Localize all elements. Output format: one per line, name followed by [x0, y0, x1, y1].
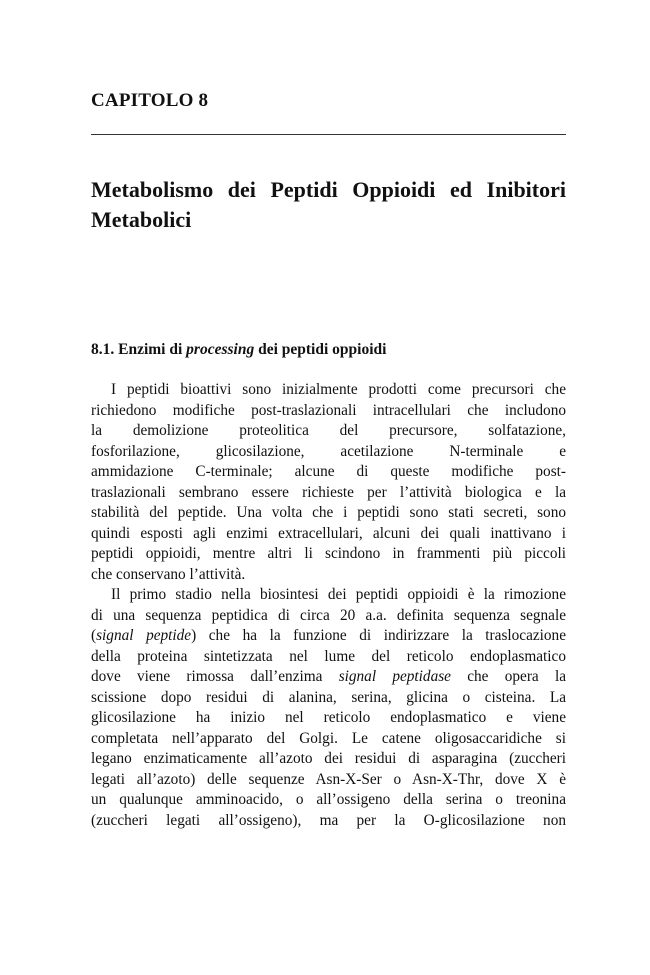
text-line: completata nell’apparato del Golgi. Le catene oligosaccaridiche si [91, 729, 566, 747]
text-line: scissione dopo residui di alanina, serina, glicina o cisteina. La [91, 688, 566, 706]
text-line: (zuccheri legati all’ossigeno), ma per la O-glicosilazione non [91, 811, 566, 829]
text-line: ammidazione C-terminale; alcune di queste modifiche post- [91, 463, 566, 480]
text-line: la demolizione proteolitica del precursore, solfatazione, [91, 422, 566, 439]
text-line: Il primo stadio nella biosintesi dei peptidi oppioidi è la rimozione [111, 586, 566, 603]
text-line: quindi esposti agli enzimi extracellulari, alcuni dei quali inattivano i [91, 524, 566, 542]
paragraph-1 [91, 380, 566, 585]
chapter-label: CAPITOLO 8 [91, 90, 209, 111]
text-line: legati all’azoto) delle sequenze Asn-X-Ser o Asn-X-Thr, dove X è [91, 770, 566, 788]
text-line: I peptidi bioattivi sono inizialmente prodotti come precursori che [111, 381, 566, 398]
text-line: un qualunque amminoacido, o all’ossigeno della serina o treonina [91, 791, 566, 808]
italic-term: signal peptidase [338, 668, 451, 685]
chapter-title: Metabolismo dei Peptidi Oppioidi ed Inibitori Metabolici [91, 177, 566, 232]
text-line: legano enzimaticamente all’azoto dei residui di asparagina (zuccheri [91, 750, 566, 767]
body-text [91, 380, 566, 831]
text-line: glicosilazione ha inizio nel reticolo endoplasmatico e viene [91, 709, 566, 726]
text-line: stabilità del peptide. Una volta che i peptidi sono stati secreti, sono [91, 504, 566, 521]
text-line: peptidi oppioidi, mentre altri li scindono in frammenti più piccoli [91, 545, 566, 562]
text-line: della proteina sintetizzata nel lume del reticolo endoplasmatico [91, 647, 566, 665]
paragraph-2 [91, 585, 566, 831]
text-line: dove viene rimossa dall’enzima signal peptidase che opera la [91, 668, 566, 685]
text-line: richiedono modifiche post-traslazionali intracellulari che includono [91, 401, 566, 419]
text-line: (signal peptide) che ha la funzione di indirizzare la traslocazione [91, 627, 566, 644]
section-title-after: dei peptidi oppioidi [258, 341, 387, 358]
section-number: 8.1. [91, 341, 115, 358]
text-line: che conservano l’attività. [91, 565, 246, 583]
text-line: traslazionali sembrano essere richieste per l’attività biologica e la [91, 483, 566, 501]
text-line: di una sequenza peptidica di circa 20 a.a. definita sequenza segnale [91, 606, 566, 624]
text-line: fosforilazione, glicosilazione, acetilazione N-terminale e [91, 442, 566, 460]
section-heading [91, 341, 386, 359]
section-title-before: Enzimi di [118, 341, 183, 358]
header-divider [91, 134, 566, 135]
italic-term: signal peptide [96, 627, 192, 644]
section-title-italic: processing [186, 341, 255, 358]
